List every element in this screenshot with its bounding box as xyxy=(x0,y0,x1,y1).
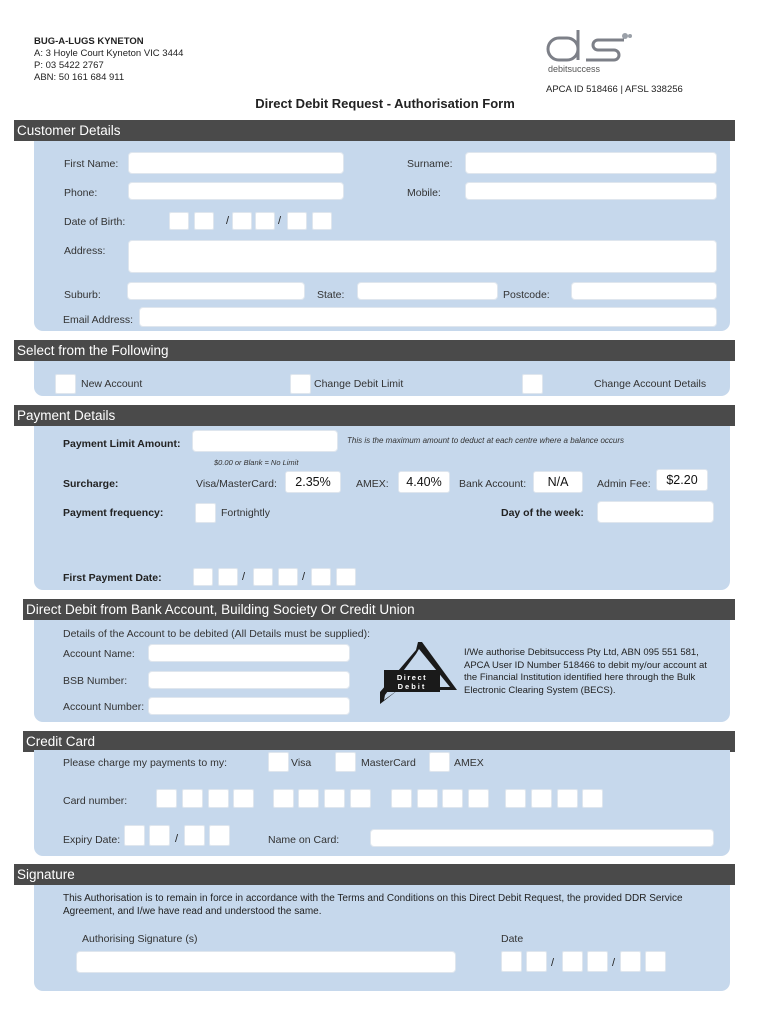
authorise-line-1: I/We authorise Debitsuccess Pty Ltd, ABN 095 551 581, xyxy=(464,647,699,658)
first-payment-date-label: First Payment Date: xyxy=(63,572,162,584)
sig-date-month-2[interactable] xyxy=(587,951,608,972)
card-digit[interactable] xyxy=(531,789,552,808)
card-digit[interactable] xyxy=(233,789,254,808)
expiry-month-1[interactable] xyxy=(124,825,145,846)
direct-debit-logo-line2: Debit xyxy=(397,682,427,691)
dob-label: Date of Birth: xyxy=(64,216,126,228)
email-label: Email Address: xyxy=(63,314,134,326)
credit-card-heading: Credit Card xyxy=(23,731,735,752)
card-digit[interactable] xyxy=(442,789,463,808)
account-number-label: Account Number: xyxy=(63,701,145,713)
first-date-month-2[interactable] xyxy=(278,568,298,586)
visa-label: Visa xyxy=(291,757,312,769)
admin-fee-value: $2.20 xyxy=(656,469,708,491)
first-date-separator: / xyxy=(242,571,246,583)
first-date-day-2[interactable] xyxy=(218,568,238,586)
signature-date-label: Date xyxy=(501,933,524,945)
address-label: Address: xyxy=(64,245,106,257)
dob-separator: / xyxy=(226,215,230,227)
first-name-field[interactable] xyxy=(128,152,344,174)
expiry-separator: / xyxy=(175,833,179,845)
payment-limit-sub: $0.00 or Blank = No Limit xyxy=(214,458,299,467)
dob-day-2[interactable] xyxy=(194,212,214,230)
account-number-field[interactable] xyxy=(148,697,350,715)
surname-field[interactable] xyxy=(465,152,717,174)
card-digit[interactable] xyxy=(557,789,578,808)
mobile-label: Mobile: xyxy=(407,187,441,199)
card-digit[interactable] xyxy=(468,789,489,808)
name-on-card-field[interactable] xyxy=(370,829,714,847)
dob-year-1[interactable] xyxy=(287,212,307,230)
signature-terms xyxy=(63,892,735,918)
email-field[interactable] xyxy=(139,307,717,327)
authorise-line-2: APCA User ID Number 518466 to debit my/our account at xyxy=(464,659,707,671)
card-digit[interactable] xyxy=(417,789,438,808)
visa-mc-surcharge: 2.35% xyxy=(285,471,341,493)
change-details-checkbox[interactable] xyxy=(522,374,543,394)
name-on-card-label: Name on Card: xyxy=(268,834,340,846)
amex-checkbox[interactable] xyxy=(429,752,450,772)
state-label: State: xyxy=(317,289,345,301)
bank-details-label: Details of the Account to be debited (All Details must be supplied): xyxy=(63,628,371,640)
first-date-month-1[interactable] xyxy=(253,568,273,586)
bank-surcharge: N/A xyxy=(533,471,583,493)
first-date-year-2[interactable] xyxy=(336,568,356,586)
surcharge-label: Surcharge: xyxy=(63,478,119,490)
card-digit[interactable] xyxy=(505,789,526,808)
expiry-year-1[interactable] xyxy=(184,825,205,846)
bank-heading: Direct Debit from Bank Account, Building Society Or Credit Union xyxy=(23,599,735,620)
bank-authorisation-text xyxy=(464,647,707,697)
first-name-label: First Name: xyxy=(64,158,119,170)
charge-to-label: Please charge my payments to my: xyxy=(63,757,227,769)
card-digit[interactable] xyxy=(182,789,203,808)
first-date-day-1[interactable] xyxy=(193,568,213,586)
bsb-label: BSB Number: xyxy=(63,675,128,687)
card-digit[interactable] xyxy=(156,789,177,808)
surname-label: Surname: xyxy=(407,158,453,170)
customer-details-heading: Customer Details xyxy=(14,120,735,141)
amex-card-label: AMEX xyxy=(454,757,484,769)
authorising-signature-label: Authorising Signature (s) xyxy=(82,933,198,945)
payment-heading: Payment Details xyxy=(14,405,735,426)
card-number-label: Card number: xyxy=(63,795,128,807)
change-details-label: Change Account Details xyxy=(594,378,707,390)
business-name: BUG-A-LUGS KYNETON xyxy=(34,36,144,47)
debitsuccess-logo xyxy=(546,28,632,76)
expiry-label: Expiry Date: xyxy=(63,834,121,846)
sig-date-day-1[interactable] xyxy=(501,951,522,972)
first-date-separator: / xyxy=(302,571,306,583)
business-phone: P: 03 5422 2767 xyxy=(34,60,104,71)
day-of-week-field[interactable] xyxy=(597,501,714,523)
card-digit[interactable] xyxy=(582,789,603,808)
sig-date-year-1[interactable] xyxy=(620,951,641,972)
business-details xyxy=(34,36,183,84)
dob-day-1[interactable] xyxy=(169,212,189,230)
card-digit[interactable] xyxy=(298,789,319,808)
visa-checkbox[interactable] xyxy=(268,752,289,772)
sig-date-separator: / xyxy=(612,957,616,969)
amex-surcharge: 4.40% xyxy=(398,471,450,493)
change-limit-checkbox[interactable] xyxy=(290,374,311,394)
suburb-label: Suburb: xyxy=(64,289,101,301)
mastercard-checkbox[interactable] xyxy=(335,752,356,772)
bank-account-label: Bank Account: xyxy=(459,478,527,490)
amex-label: AMEX: xyxy=(356,478,389,490)
admin-fee-label: Admin Fee: xyxy=(597,478,651,490)
fortnightly-checkbox[interactable] xyxy=(195,503,216,523)
visa-mc-label: Visa/MasterCard: xyxy=(196,478,277,490)
dob-month-1[interactable] xyxy=(232,212,252,230)
dob-year-2[interactable] xyxy=(312,212,332,230)
signature-terms-line-1: This Authorisation is to remain in force in accordance with the Terms and Conditions on this Direct Debit Request, the provided DDR Service xyxy=(63,893,683,904)
suburb-field[interactable] xyxy=(127,282,305,300)
apca-id: APCA ID 518466 | AFSL 338256 xyxy=(546,84,683,95)
authorise-line-3: the Financial Institution identified here through the Bulk xyxy=(464,672,696,683)
card-digit[interactable] xyxy=(350,789,371,808)
postcode-field[interactable] xyxy=(571,282,717,300)
sig-date-separator: / xyxy=(551,957,555,969)
dob-month-2[interactable] xyxy=(255,212,275,230)
expiry-year-2[interactable] xyxy=(209,825,230,846)
card-digit[interactable] xyxy=(391,789,412,808)
fortnightly-label: Fortnightly xyxy=(221,507,271,519)
page-title-text: Direct Debit Request - Authorisation Form xyxy=(255,96,515,111)
dob-separator: / xyxy=(278,215,282,227)
payment-limit-field[interactable] xyxy=(192,430,338,452)
payment-frequency-label: Payment frequency: xyxy=(63,507,164,519)
new-account-checkbox[interactable] xyxy=(55,374,76,394)
mastercard-label: MasterCard xyxy=(361,757,416,769)
select-heading: Select from the Following xyxy=(14,340,735,361)
postcode-label: Postcode: xyxy=(503,289,550,301)
business-address: A: 3 Hoyle Court Kyneton VIC 3444 xyxy=(34,48,184,59)
business-abn: ABN: 50 161 684 911 xyxy=(34,72,125,83)
authorise-line-4: Electronic Clearing System (BECS). xyxy=(464,684,616,696)
sig-date-day-2[interactable] xyxy=(526,951,547,972)
card-digit[interactable] xyxy=(273,789,294,808)
signature-terms-line-2: Agreement, and I/we have read and understood the same. xyxy=(63,906,322,917)
expiry-month-2[interactable] xyxy=(149,825,170,846)
card-digit[interactable] xyxy=(324,789,345,808)
payment-limit-label: Payment Limit Amount: xyxy=(63,438,181,450)
bsb-field[interactable] xyxy=(148,671,350,689)
account-name-label: Account Name: xyxy=(63,648,135,660)
phone-label: Phone: xyxy=(64,187,98,199)
day-of-week-label: Day of the week: xyxy=(501,507,584,519)
payment-limit-note: This is the maximum amount to deduct at each centre where a balance occurs xyxy=(347,436,625,445)
signature-field[interactable] xyxy=(76,951,456,973)
state-field[interactable] xyxy=(357,282,498,300)
card-digit[interactable] xyxy=(208,789,229,808)
new-account-label: New Account xyxy=(81,378,143,390)
phone-field[interactable] xyxy=(128,182,344,200)
first-date-year-1[interactable] xyxy=(311,568,331,586)
direct-debit-logo-line1: Direct xyxy=(396,673,428,682)
page-title xyxy=(0,96,770,111)
address-field[interactable] xyxy=(128,240,717,273)
mobile-field[interactable] xyxy=(465,182,717,200)
account-name-field[interactable] xyxy=(148,644,350,662)
change-limit-label: Change Debit Limit xyxy=(314,378,404,390)
direct-debit-logo xyxy=(378,640,458,706)
sig-date-year-2[interactable] xyxy=(645,951,666,972)
sig-date-month-1[interactable] xyxy=(562,951,583,972)
logo-caption: debitsuccess xyxy=(548,64,601,74)
signature-heading: Signature xyxy=(14,864,735,885)
